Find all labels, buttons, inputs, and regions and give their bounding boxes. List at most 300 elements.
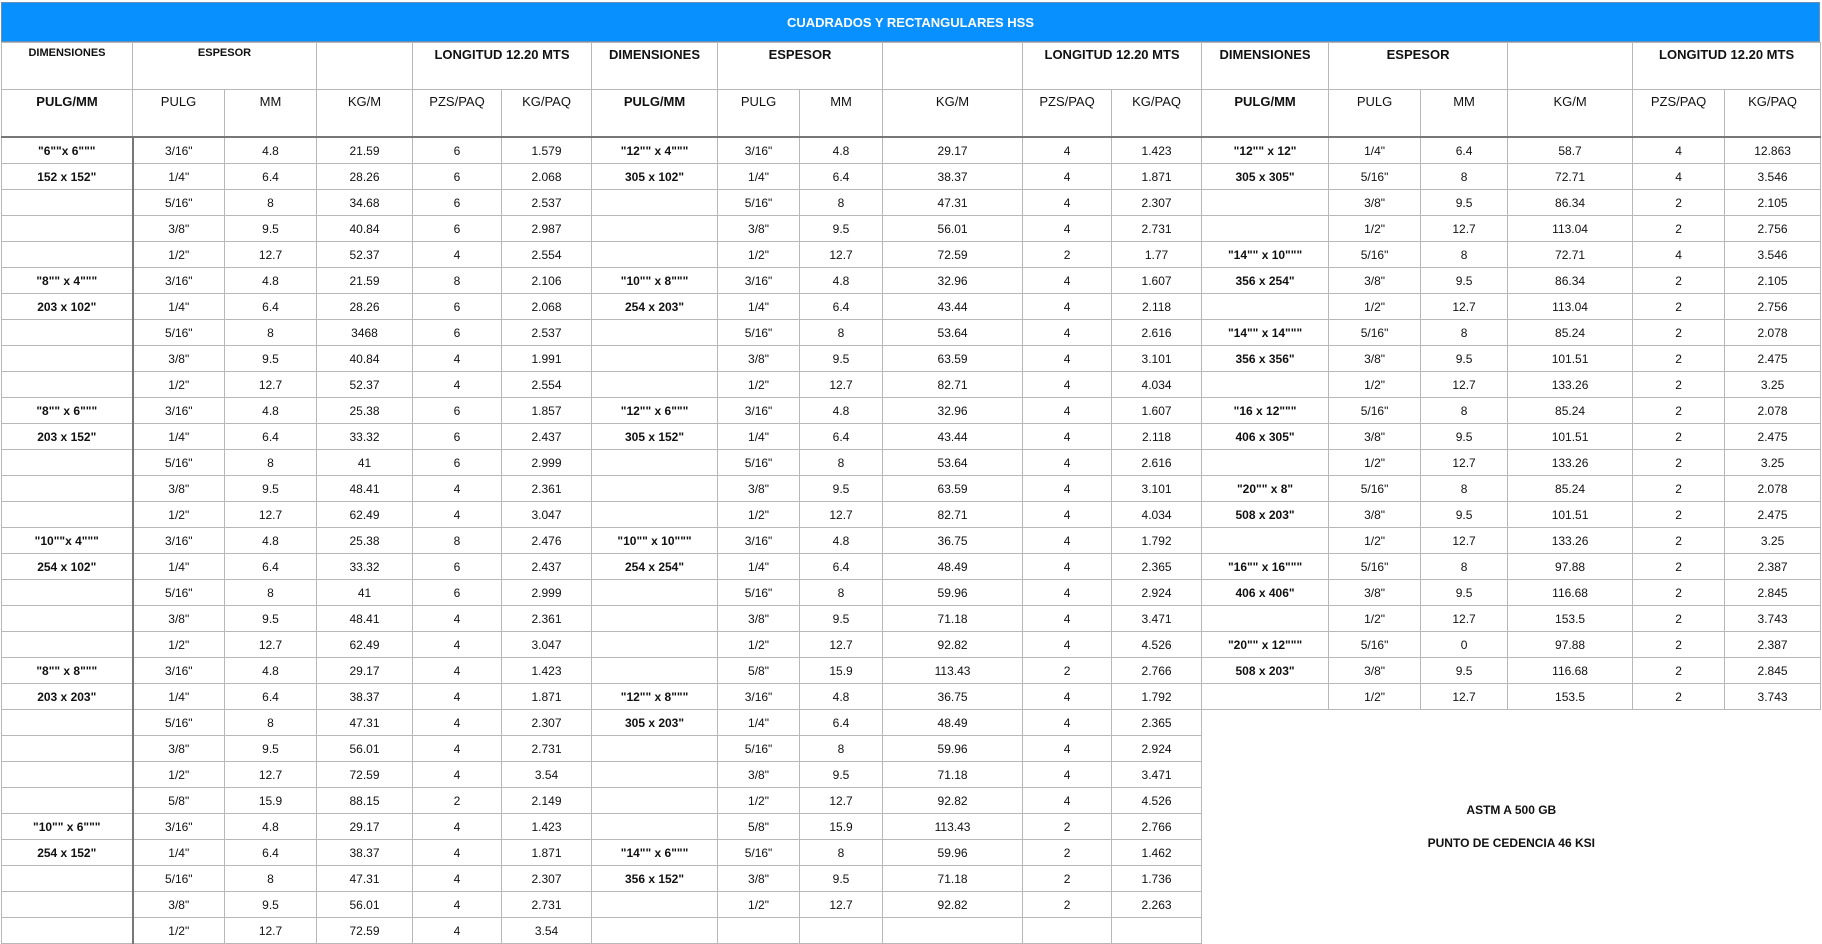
table-cell [592,190,718,216]
table-cell: "12"" x 4""" [592,137,718,164]
table-cell: 4 [1633,137,1725,164]
table-cell: 9.5 [1421,268,1508,294]
table-cell: 4 [413,606,502,632]
table-cell: 2.616 [1112,450,1202,476]
table-cell: 8 [1421,164,1508,190]
table-cell: "10"" x 10""" [592,528,718,554]
table-cell: 2.068 [502,164,592,190]
table-cell: 1/2" [718,892,800,918]
table-cell: 29.17 [317,814,413,840]
table-cell [2,216,133,242]
table-row [2,320,1821,346]
table-cell: 2.475 [1725,424,1821,450]
table-cell: 3/16" [133,137,225,164]
table-cell [883,918,1023,944]
table-cell: 4.8 [225,528,317,554]
table-cell: 1.792 [1112,528,1202,554]
table-cell: 4.8 [225,398,317,424]
table-cell: 86.34 [1508,190,1633,216]
table-cell: 5/16" [133,866,225,892]
table-cell: 3.047 [502,502,592,528]
table-cell: 8 [225,320,317,346]
table-cell: 52.37 [317,372,413,398]
table-cell: 25.38 [317,528,413,554]
table-cell: 2.437 [502,554,592,580]
table-cell: 254 x 254" [592,554,718,580]
group-dimensions-header: DIMENSIONES [2,43,133,90]
table-cell: "10""x 4""" [2,528,133,554]
table-cell: "20"" x 8" [1202,476,1329,502]
table-cell: 12.7 [800,502,883,528]
table-cell: 9.5 [800,216,883,242]
table-cell: 1/4" [133,840,225,866]
table-cell: 9.5 [1421,580,1508,606]
table-cell: 3/16" [133,658,225,684]
table-cell: 2 [1633,190,1725,216]
table-cell: "12"" x 8""" [592,684,718,710]
table-cell: 2 [1633,294,1725,320]
table-cell: 4.8 [800,268,883,294]
group-dimensions-header: DIMENSIONES [1202,43,1329,90]
table-cell: 203 x 102" [2,294,133,320]
group-length-header: LONGITUD 12.20 MTS [1023,43,1202,90]
table-cell: 3.743 [1725,606,1821,632]
table-cell: 4 [413,502,502,528]
column-header: KG/PAQ [502,90,592,138]
table-cell: 4 [1023,580,1112,606]
table-cell: 3/8" [718,476,800,502]
table-cell: 4 [413,814,502,840]
table-cell [2,190,133,216]
table-cell [592,918,718,944]
column-header: PZS/PAQ [413,90,502,138]
table-cell: 4 [413,736,502,762]
table-cell: 72.59 [883,242,1023,268]
table-cell: 12.7 [225,632,317,658]
table-cell: 203 x 203" [2,684,133,710]
table-cell: "8"" x 4""" [2,268,133,294]
header-row-columns [2,90,1821,138]
table-cell: 5/16" [133,580,225,606]
table-cell: 153.5 [1508,606,1633,632]
table-cell: 3468 [317,320,413,346]
table-cell: 6 [413,216,502,242]
table-cell: 9.5 [225,216,317,242]
table-cell: 3.743 [1725,684,1821,710]
table-cell: 4.8 [225,137,317,164]
table-cell: 3.546 [1725,242,1821,268]
table-cell: 15.9 [800,814,883,840]
table-cell: 4 [1023,606,1112,632]
table-cell: 4.8 [225,268,317,294]
table-cell: 3/16" [718,137,800,164]
table-cell [2,476,133,502]
table-cell [1202,294,1329,320]
table-cell: 2 [1633,320,1725,346]
table-cell: 1.77 [1112,242,1202,268]
table-cell: 2 [1023,840,1112,866]
table-cell [1202,528,1329,554]
table-cell: "16 x 12""" [1202,398,1329,424]
table-cell: 2.387 [1725,632,1821,658]
table-cell [800,918,883,944]
table-cell: "14"" x 10""" [1202,242,1329,268]
table-cell: 116.68 [1508,658,1633,684]
table-row [2,450,1821,476]
table-cell: 47.31 [883,190,1023,216]
table-cell: 2.118 [1112,424,1202,450]
table-cell: 1/4" [133,554,225,580]
table-cell: 1.579 [502,137,592,164]
table-cell: 1/2" [718,372,800,398]
table-cell: 12.7 [1421,450,1508,476]
table-cell: 133.26 [1508,372,1633,398]
column-header: KG/M [317,90,413,138]
table-cell: "12"" x 6""" [592,398,718,424]
table-cell: 3/8" [1329,190,1421,216]
table-cell: 8 [800,190,883,216]
table-cell: 82.71 [883,502,1023,528]
table-cell: 6.4 [800,294,883,320]
table-cell: 32.96 [883,398,1023,424]
table-cell: 5/16" [133,450,225,476]
table-cell: 47.31 [317,866,413,892]
table-cell: 12.7 [225,242,317,268]
table-cell [2,710,133,736]
table-cell: 3/16" [718,684,800,710]
column-header: PULG/MM [1202,90,1329,138]
table-cell: 6.4 [225,294,317,320]
table-cell: 2 [1633,606,1725,632]
table-cell: 6 [413,580,502,606]
column-header: PULG [133,90,225,138]
table-cell: 6.4 [800,164,883,190]
table-cell [2,346,133,372]
table-cell: 3.546 [1725,164,1821,190]
table-cell: 3/16" [718,398,800,424]
table-cell: 40.84 [317,346,413,372]
table-cell: 2.731 [1112,216,1202,242]
table-cell: 4 [1023,762,1112,788]
table-cell: 9.5 [225,346,317,372]
table-cell: 2.999 [502,450,592,476]
table-cell: 12.7 [800,372,883,398]
table-cell: 92.82 [883,788,1023,814]
table-cell: 4 [1023,476,1112,502]
table-cell: 3.54 [502,762,592,788]
table-cell: 36.75 [883,684,1023,710]
table-cell: 4 [413,632,502,658]
table-cell: "6""x 6""" [2,137,133,164]
header-row-groups [2,43,1821,90]
table-cell: 1/2" [1329,216,1421,242]
table-cell: 254 x 102" [2,554,133,580]
table-cell: 92.82 [883,892,1023,918]
table-cell: 2.365 [1112,554,1202,580]
table-cell: 4.8 [800,398,883,424]
table-cell: 48.41 [317,606,413,632]
table-cell: 53.64 [883,320,1023,346]
table-cell: 3/8" [133,736,225,762]
table-cell: 15.9 [800,658,883,684]
table-cell: "8"" x 8""" [2,658,133,684]
table-row [2,580,1821,606]
table-cell: 6 [413,424,502,450]
table-cell: 4.526 [1112,788,1202,814]
table-cell: 4 [1023,398,1112,424]
table-row [2,398,1821,424]
table-cell [1112,918,1202,944]
table-row [2,476,1821,502]
table-cell: 305 x 102" [592,164,718,190]
table-cell: 2 [1633,216,1725,242]
table-cell: 0 [1421,632,1508,658]
table-cell: 9.5 [1421,658,1508,684]
table-cell: 9.5 [800,346,883,372]
table-cell: 9.5 [800,476,883,502]
table-cell: 9.5 [1421,424,1508,450]
table-row [2,710,1821,736]
table-cell: 4.8 [800,684,883,710]
table-cell: 1.792 [1112,684,1202,710]
table-cell: 6.4 [225,164,317,190]
table-cell: 1/4" [718,164,800,190]
table-cell: 8 [1421,554,1508,580]
table-cell [1023,918,1112,944]
table-cell [592,242,718,268]
table-cell: 6.4 [800,424,883,450]
table-cell: 113.43 [883,814,1023,840]
table-cell: 25.38 [317,398,413,424]
table-cell [1202,216,1329,242]
table-cell: 48.49 [883,710,1023,736]
column-header: PZS/PAQ [1023,90,1112,138]
table-cell: 1.607 [1112,398,1202,424]
table-cell: 4 [1023,450,1112,476]
table-cell: 1/2" [133,242,225,268]
table-cell: 5/16" [133,190,225,216]
table-cell: 4.034 [1112,502,1202,528]
table-cell [2,372,133,398]
table-cell: 56.01 [317,892,413,918]
table-cell: 1/4" [133,684,225,710]
table-cell: 29.17 [883,137,1023,164]
table-cell: 59.96 [883,580,1023,606]
table-cell: 6.4 [1421,137,1508,164]
table-cell: 4 [1023,346,1112,372]
table-cell: 8 [1421,476,1508,502]
table-cell: 8 [800,840,883,866]
table-cell: 8 [225,710,317,736]
group-length-header: LONGITUD 12.20 MTS [413,43,592,90]
table-cell: 1/2" [1329,450,1421,476]
table-cell [592,216,718,242]
table-cell: 2.756 [1725,216,1821,242]
table-cell: 406 x 305" [1202,424,1329,450]
table-cell: 1/4" [133,164,225,190]
table-cell: 4.526 [1112,632,1202,658]
table-cell: 6 [413,554,502,580]
table-cell: 2.731 [502,892,592,918]
table-cell: 9.5 [225,892,317,918]
table-cell [2,320,133,346]
table-cell: 88.15 [317,788,413,814]
table-row [2,528,1821,554]
table-cell [592,762,718,788]
table-cell: "8"" x 6""" [2,398,133,424]
table-cell: 2.475 [1725,346,1821,372]
table-cell: 1.607 [1112,268,1202,294]
table-cell: 3/16" [133,398,225,424]
table-cell: 8 [1421,320,1508,346]
table-cell: 2 [1633,346,1725,372]
table-cell: 41 [317,580,413,606]
table-cell: 5/16" [1329,632,1421,658]
table-cell [592,632,718,658]
table-cell [592,788,718,814]
table-cell: 12.7 [225,762,317,788]
table-cell [592,606,718,632]
table-cell: 34.68 [317,190,413,216]
table-cell: 1/2" [718,502,800,528]
table-cell: 8 [225,450,317,476]
table-cell: 3/8" [718,762,800,788]
table-cell: 12.7 [1421,294,1508,320]
table-cell: 2.307 [502,866,592,892]
table-cell: 305 x 152" [592,424,718,450]
table-cell: 2 [1633,528,1725,554]
table-cell: 2.766 [1112,658,1202,684]
table-cell [2,918,133,944]
table-cell: 8 [800,580,883,606]
table-cell: 5/16" [718,320,800,346]
group-length-header: LONGITUD 12.20 MTS [1633,43,1821,90]
table-cell: 406 x 406" [1202,580,1329,606]
table-cell: 72.59 [317,918,413,944]
table-cell: 4 [413,476,502,502]
table-cell: 4.8 [800,528,883,554]
column-header: KG/PAQ [1725,90,1821,138]
table-cell: 12.7 [1421,372,1508,398]
table-cell: 305 x 203" [592,710,718,736]
table-cell: 2 [1023,242,1112,268]
column-header: MM [225,90,317,138]
table-cell: 508 x 203" [1202,502,1329,528]
table-cell: 12.7 [225,918,317,944]
table-cell: 59.96 [883,840,1023,866]
table-cell: 12.7 [225,372,317,398]
empty-header-cell [883,43,1023,90]
table-cell: 86.34 [1508,268,1633,294]
table-cell: 9.5 [1421,346,1508,372]
table-cell: 5/16" [1329,554,1421,580]
table-cell: 4 [413,684,502,710]
table-cell: 2.554 [502,372,592,398]
table-cell: 12.7 [800,632,883,658]
hss-table [1,42,1821,944]
table-cell: 2.999 [502,580,592,606]
table-cell: 5/16" [133,320,225,346]
table-cell: 4 [1023,632,1112,658]
table-cell: 5/8" [718,814,800,840]
table-cell: 6.4 [225,840,317,866]
table-cell: 63.59 [883,476,1023,502]
table-cell: 4 [1023,164,1112,190]
table-cell: 97.88 [1508,632,1633,658]
table-cell: 2.365 [1112,710,1202,736]
table-cell: 4.8 [225,658,317,684]
table-cell [718,918,800,944]
column-header: PULG/MM [2,90,133,138]
table-cell: 3/8" [718,866,800,892]
table-cell: 152 x 152" [2,164,133,190]
table-cell: 4.8 [225,814,317,840]
table-cell [1202,684,1329,710]
table-row [2,684,1821,710]
table-cell: "20"" x 12""" [1202,632,1329,658]
table-cell: 6 [413,398,502,424]
table-cell: 3/8" [1329,424,1421,450]
table-cell: 4 [1633,164,1725,190]
table-row [2,294,1821,320]
table-cell: 5/16" [1329,398,1421,424]
table-cell: 5/16" [1329,476,1421,502]
group-thickness-header: ESPESOR [718,43,883,90]
column-header: PZS/PAQ [1633,90,1725,138]
table-cell: 3/8" [718,346,800,372]
table-cell: 2.554 [502,242,592,268]
table-cell: 508 x 203" [1202,658,1329,684]
table-cell: 12.7 [1421,684,1508,710]
table-cell: 1/4" [718,294,800,320]
table-cell [592,814,718,840]
table-cell: 6 [413,294,502,320]
table-cell: 28.26 [317,164,413,190]
table-cell: 71.18 [883,606,1023,632]
table-cell: 113.04 [1508,294,1633,320]
table-cell: 72.71 [1508,164,1633,190]
table-cell: 4 [413,658,502,684]
table-cell: 2.361 [502,476,592,502]
table-cell: 1/2" [718,242,800,268]
table-cell: 1/4" [133,294,225,320]
table-cell: 3.471 [1112,762,1202,788]
table-cell: 1/2" [133,762,225,788]
table-cell: 6 [413,190,502,216]
table-cell: 2 [413,788,502,814]
table-cell: "10"" x 6""" [2,814,133,840]
table-cell: "16"" x 16""" [1202,554,1329,580]
table-cell: 8 [800,450,883,476]
table-cell: 8 [1421,242,1508,268]
table-cell: 4 [1023,710,1112,736]
column-header: PULG [718,90,800,138]
table-cell: 4 [1023,268,1112,294]
table-cell: 1.871 [1112,164,1202,190]
table-cell: 3/8" [133,892,225,918]
table-cell: 2.475 [1725,502,1821,528]
table-cell: 356 x 152" [592,866,718,892]
table-cell: 3/16" [718,268,800,294]
table-cell: 4 [1023,554,1112,580]
table-cell: 2.766 [1112,814,1202,840]
table-cell [2,242,133,268]
table-cell: 1.871 [502,684,592,710]
table-cell: 3/16" [718,528,800,554]
table-cell: 4 [1023,788,1112,814]
table-cell: 2.845 [1725,658,1821,684]
table-cell: 4 [413,866,502,892]
